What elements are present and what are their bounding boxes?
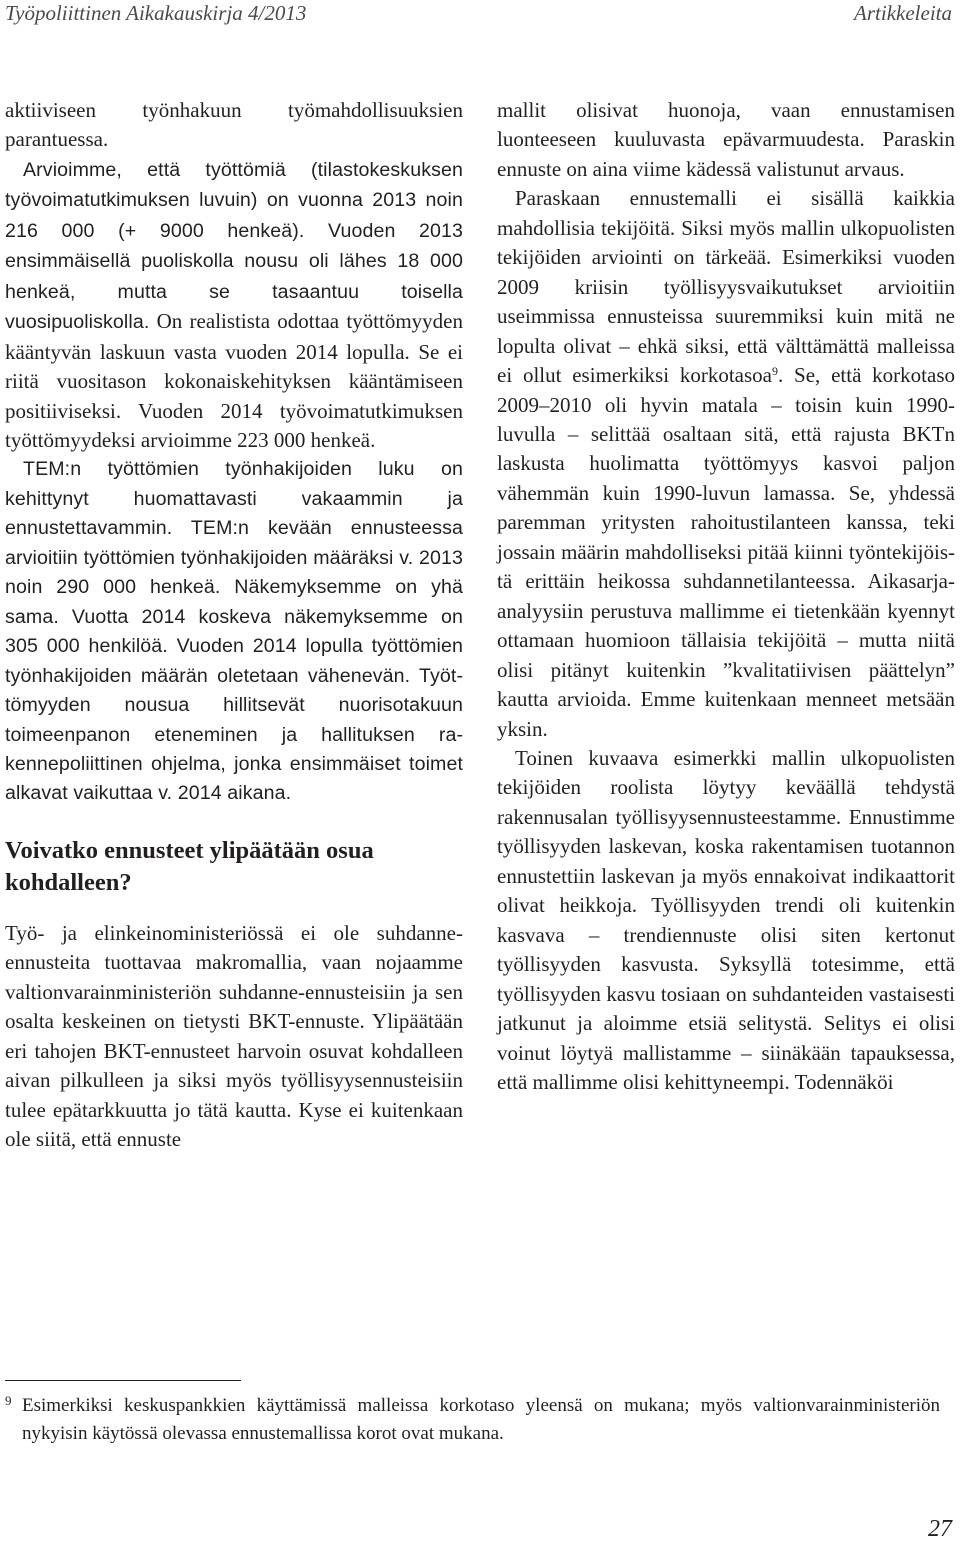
paragraph: [5, 155, 463, 456]
footnote-number: 9: [5, 1393, 12, 1408]
paragraph: Toinen kuvaava esimerkki mallin ulkopuolisten tekijöiden roolista löytyy keväällä tehdystä rakennusalan työllisyysennusteestamme. Ennustimme työllisyyden laskevan, koska rakentamisen tuotannon ennustettiin laskevan ja myös ennakoivat indikaattorit olivat heikkoja. Työllisyyden trendi oli kuitenkin kasvava – trendiennuste olisi siten kertonut työllisyyden kasvusta. Syksyllä totesimme, että työllisyyden kasvu tosiaan on suhdanteiden vastaisesti jatkunut ja aloimme etsiä selitystä. Selitys ei olisi voinut löytyä mallistamme – siinäkään tapauksessa, että mallimme olisi kehittyneempi. Todennäköi: [497, 745, 955, 1094]
paragraph: Työ- ja elinkeinoministeriössä ei ole suhdanne-ennusteita tuottavaa makromallia, vaan nojaamme valtionvarainministeriön suhdanne-ennusteisiin ja sen osalta keskeinen on tietysti BKT-ennuste. Ylipäätään eri tahojen BKT-ennusteet harvoin osuvat kohdalleen aivan pilkulleen ja siksi myös työllisyysennusteisiin tulee epätarkkuutta jo tätä kautta. Kyse ei kuitenkaan ole siitä, että ennuste: [5, 920, 463, 1152]
right-column: [497, 96, 955, 1097]
left-column: [5, 96, 463, 1155]
paragraph: TEM:n työttömien työnhakijoiden luku on kehittynyt huomattavasti vakaammin ja ennustettavammin. TEM:n kevään ennusteessa arvioitiin työttömien työnhakijoiden määräksi v. 2013 noin 290 000 henkeä. Näkemyksemme on yhä sama. Vuotta 2014 koskeva näkemyksemme on 305 000 henkilöä. Vuoden 2014 lopulla työttömien työnhakijoiden määrän oletetaan vähenevän. Työttömyyden nousua hillitsevät nuorisotakuun toimeenpanon eteneminen ja hallituksen rakennepoliittinen ohjelma, jonka ensimmäiset toimet alkavat vaikuttaa v. 2014 aikana.: [5, 458, 463, 805]
paragraph: aktiiviseen työnhakuun työmahdollisuuksien parantuessa.: [5, 98, 463, 152]
paragraph: mallit olisivat huonoja, vaan ennustamisen luonteeseen kuuluvasta epävarmuudesta. Paraskin ennuste on aina viime kädessä valistunut arvaus.: [497, 98, 955, 181]
footnote: [5, 1392, 940, 1448]
footnote-text: Esimerkiksi keskuspankkien käyttämissä malleissa korkotaso yleensä on mukana; myös valtionvarainministeriön nykyisin käytössä olevassa ennustemallissa korot ovat mukana.: [22, 1395, 940, 1444]
footnote-reference[interactable]: 9: [772, 364, 778, 379]
running-header: [0, 0, 960, 30]
section-heading: Voivatko ennusteet ylipäätään osua kohdalleen?: [5, 836, 374, 896]
paragraph-text: . Se, että korkotaso 2009–2010 oli hyvin matala – toisin kuin 1990-luvulla – selittää osaltaan sitä, että rajusta BKTn laskusta huolimatta työttömyys kasvoi paljon vähemmän kuin 1990-luvun lamassa. Se, yhdessä paremman yritysten rahoitustilanteen kanssa, teki jossain määrin mahdolliseksi pitää kiinni työntekijöistä erittäin heikossa suhdannetilanteessa. Aikasarja-analyysiin perustuva mallimme ei tietenkään kyennyt ottamaan huomioon tällaisia tekijöitä – mutta niitä olisi pitänyt kuitenkin ”kvalitatiivisen päättelyn” kautta arvioida. Emme kuitenkaan menneet metsään yksin.: [497, 363, 955, 741]
paragraph-serif-part: On realistista odottaa työttömyyden kääntyvän laskuun vasta vuoden 2014 lopulla. Se ei riitä vuositason kokonaiskehityksen kääntämiseen positiiviseksi. Vuoden 2014 työvoimatutkimuksen työttömyydeksi arvioimme 223 000 henkeä.: [5, 309, 463, 452]
section-title: Artikkeleita: [854, 1, 952, 25]
paragraph-sans-part: Arvioimme, että työttömiä (tilastokeskuksen työvoimatutkimuksen luvuin) on vuonna 2013 noin 216 000 (+ 9000 henkeä). Vuoden 2013 ensimmäisellä puoliskolla nousu oli lähes 18 000 henkeä, mutta se tasaantuu toisella vuosipuoliskolla.: [5, 158, 463, 334]
journal-title: Työpoliittinen Aikakauskirja 4/2013: [5, 1, 307, 25]
paragraph: [497, 184, 955, 744]
footnote-divider: [5, 1380, 241, 1381]
page-number: 27: [928, 1516, 952, 1542]
paragraph-text: Paraskaan ennustemalli ei sisällä kaikkia mahdollisia tekijöitä. Siksi myös mallin ulkopuolisten tekijöiden arviointi on tärkeää. Esimerkiksi vuoden 2009 kriisin työllisyysvaikutukset arvioitiin useimmissa ennusteissa suuremmiksi kuin mitä ne lopulta olivat – ehkä siksi, että välttämättä malleissa ei ollut esimerkiksi korkotasoa: [497, 186, 955, 388]
